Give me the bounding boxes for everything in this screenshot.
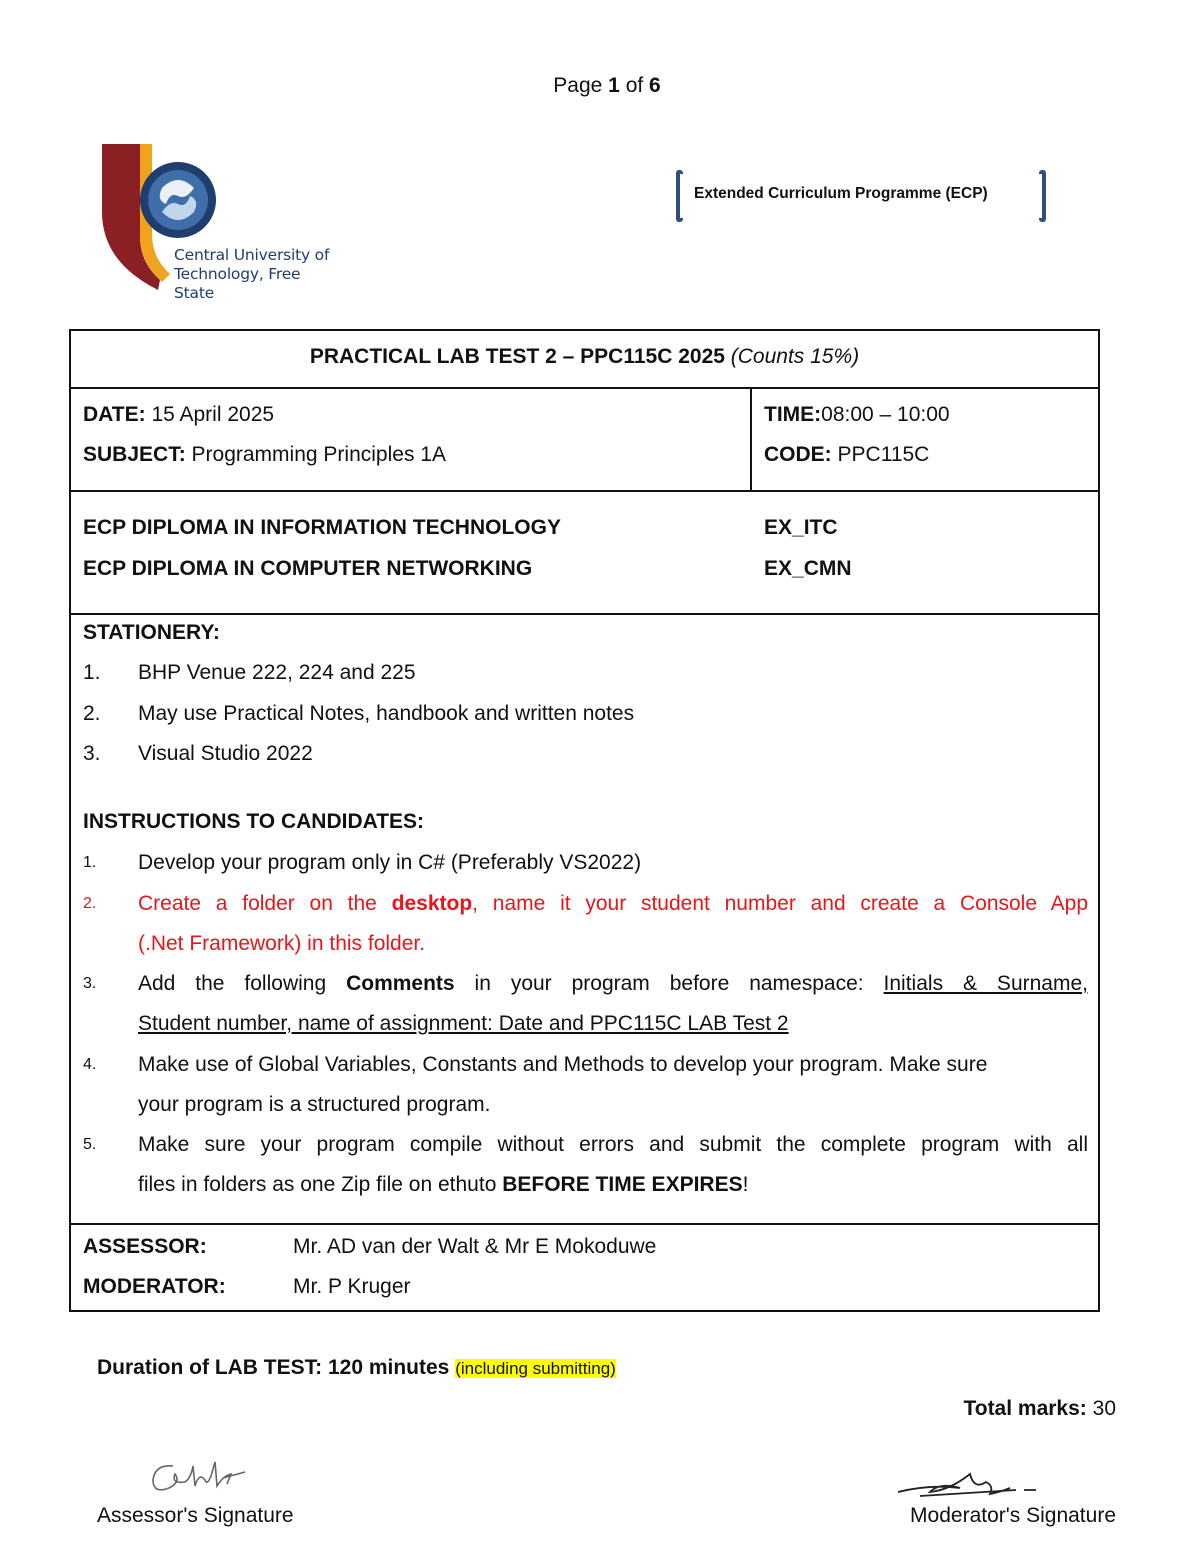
assessor-label: ASSESSOR: [83,1235,207,1258]
instructions-heading: INSTRUCTIONS TO CANDIDATES: [83,810,425,833]
list-number: 4. [83,1056,97,1073]
instruction-text: your program is a structured program. [138,1093,491,1116]
stationery-heading: STATIONERY: [83,621,220,644]
subject-value: Programming Principles 1A [191,443,446,466]
moderator-signature-label: Moderator's Signature [910,1504,1116,1527]
time-label: TIME: [764,403,822,426]
duration-highlight: (including submitting) [455,1359,616,1378]
programme-code: EX_ITC [764,516,838,539]
duration-text: Duration of LAB TEST: 120 minutes [97,1356,450,1379]
moderator-signature-mark [890,1462,1040,1507]
page-prefix: Page [553,74,603,97]
test-info-table [69,329,1100,1312]
list-number: 2. [83,702,101,725]
code-value: PPC115C [837,443,930,466]
page-of: of [625,74,644,97]
subject-line [83,443,446,467]
instruction-item [138,972,1088,996]
assessor-signature-mark [145,1452,255,1502]
moderator-label: MODERATOR: [83,1275,226,1298]
list-number: 1. [83,854,97,871]
list-number: 2. [83,895,97,912]
instruction-emphasis: Comments [346,972,455,995]
programme-badge-text: Extended Curriculum Programme (ECP) [694,185,988,202]
test-weight-note: (Counts 15%) [730,345,860,368]
instruction-underlined: Student number, name of assignment: Date and PPC115C LAB Test 2 [138,1012,789,1035]
code-label: CODE: [764,443,832,466]
test-title: PRACTICAL LAB TEST 2 – PPC115C 2025 [309,345,725,368]
code-line [764,443,929,467]
moderator-value: Mr. P Kruger [293,1275,411,1298]
assessor-signature-label: Assessor's Signature [97,1504,294,1527]
date-label: DATE: [83,403,146,426]
duration-line [97,1356,616,1380]
left-bracket [676,170,683,222]
logo-line2: Technology, Free State [174,265,301,302]
programme-name: ECP DIPLOMA IN COMPUTER NETWORKING [83,557,533,580]
programme-name: ECP DIPLOMA IN INFORMATION TECHNOLOGY [83,516,561,539]
title-row [71,331,1098,389]
date-value: 15 April 2025 [151,403,275,426]
instruction-item: Develop your program only in C# (Preferably VS2022) [138,851,642,874]
total-label: Total marks: [963,1397,1087,1420]
instruction-emphasis: desktop [391,892,473,915]
page-number [0,74,1200,98]
instruction-underlined: Initials & Surname, [883,972,1088,995]
time-line [764,403,950,427]
instruction-text: Make use of Global Variables, Constants and Methods to develop your program. Make sure [138,1053,988,1076]
instruction-item [138,892,1088,916]
instruction-text: in your program before namespace: [474,972,864,995]
instruction-text: files in folders as one Zip file on ethuto [138,1173,497,1196]
list-number: 3. [83,975,97,992]
instruction-text: (.Net Framework) in this folder. [138,932,426,955]
instruction-emphasis: BEFORE TIME EXPIRES [502,1173,743,1196]
total-marks [963,1397,1116,1421]
instruction-text: Create a folder on the [138,892,377,915]
instructions-row [71,615,1098,1225]
assessor-value: Mr. AD van der Walt & Mr E Mokoduwe [293,1235,657,1258]
stationery-item: May use Practical Notes, handbook and written notes [138,702,635,725]
total-value: 30 [1092,1397,1116,1420]
university-logo [100,142,345,302]
instruction-item [138,1173,748,1197]
column-divider [750,389,752,490]
instruction-text: , name it your student number and create a Console App [472,892,1088,915]
staff-row [71,1225,1098,1310]
subject-label: SUBJECT: [83,443,186,466]
list-number: 5. [83,1136,97,1153]
instruction-text: ! [742,1173,749,1196]
programme-badge [676,170,1046,222]
stationery-item: Visual Studio 2022 [138,742,313,765]
logo-text [174,246,345,303]
programme-code: EX_CMN [764,557,852,580]
details-row [71,389,1098,492]
page-total: 6 [649,74,661,97]
list-number: 3. [83,742,101,765]
list-number: 1. [83,661,101,684]
logo-line1: Central University of [174,246,330,264]
programmes-row [71,492,1098,615]
stationery-item: BHP Venue 222, 224 and 225 [138,661,416,684]
time-value: 08:00 – 10:00 [821,403,950,426]
date-line [83,403,274,427]
right-bracket [1039,170,1046,222]
instruction-text: Make sure your program compile without errors and submit the complete program with all [138,1133,1088,1156]
instruction-text: Add the following [138,972,327,995]
page-current: 1 [608,74,620,97]
